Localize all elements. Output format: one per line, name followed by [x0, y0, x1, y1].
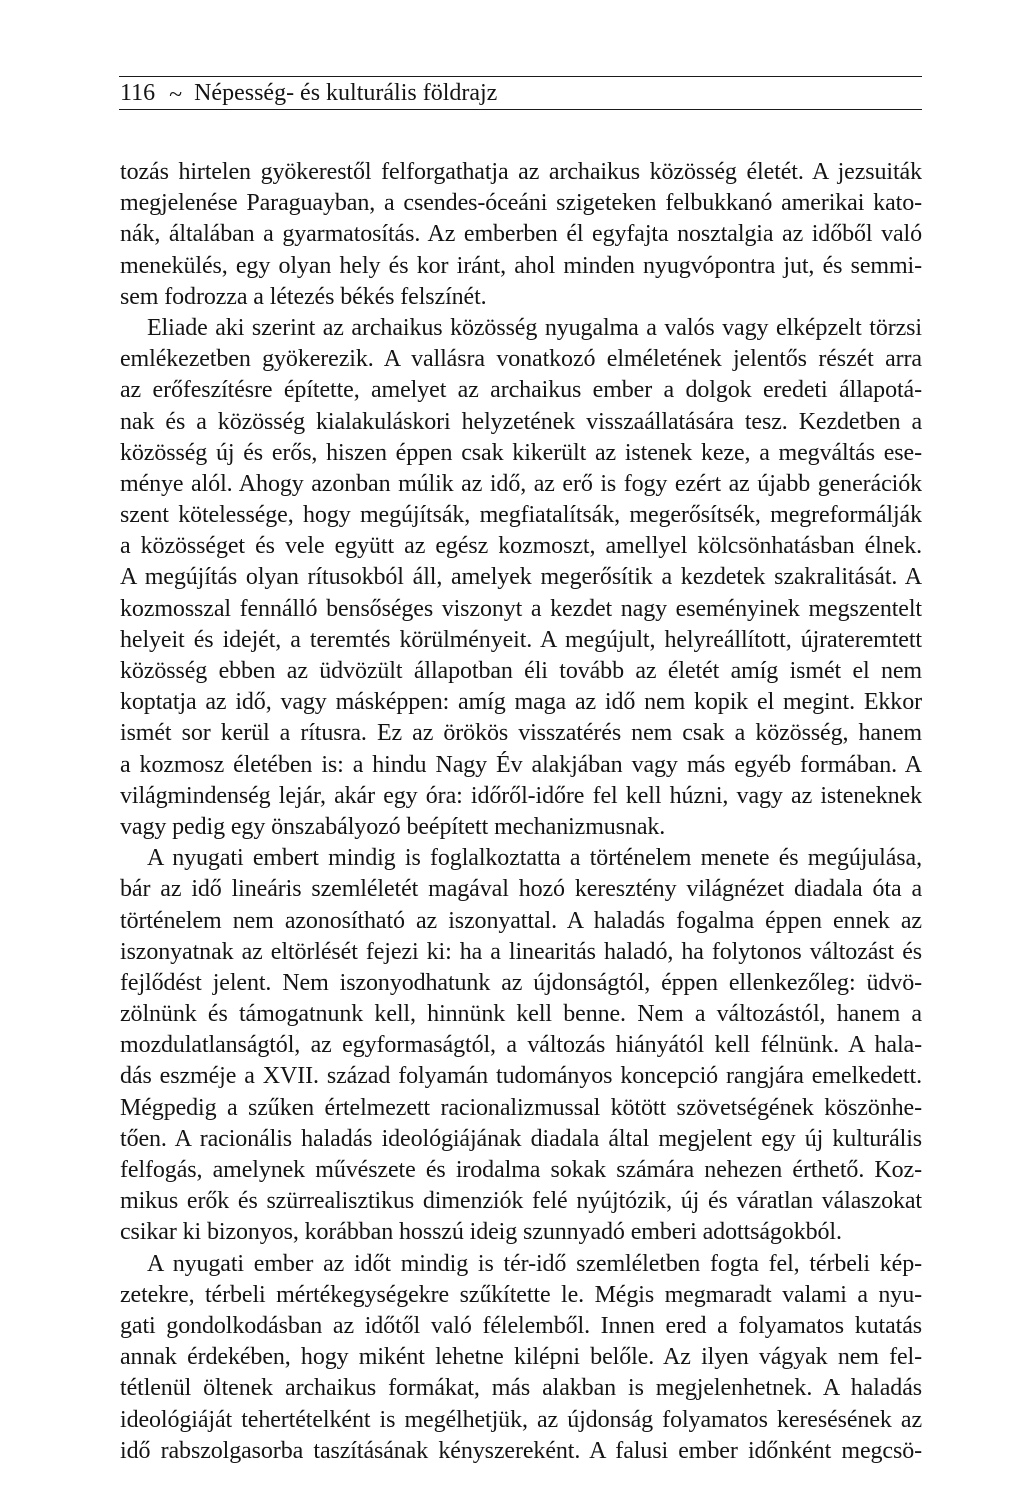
text-line: tétlenül öltenek archaikus formákat, más alakban is megjelenhetnek. A haladás	[120, 1375, 922, 1402]
text-line: mikus erők és szürrealisztikus dimenziók felé nyújtózik, új és váratlan válaszokat	[120, 1188, 922, 1215]
text-line: történelem nem azonosítható az iszonyattal. A haladás fogalma éppen ennek az	[120, 907, 922, 934]
text-line: menekülés, egy olyan hely és kor iránt, ahol minden nyugvópontra jut, és semmi-	[120, 252, 922, 279]
text-line: A nyugati ember az időt mindig is tér-idő szemléletben fogta fel, térbeli kép-	[147, 1250, 922, 1277]
text-line: iszonyatnak az eltörlését fejezi ki: ha a linearitás haladó, ha folytonos változást és	[120, 938, 922, 965]
text-line: vagy pedig egy önszabályozó beépített mechanizmusnak.	[120, 813, 666, 840]
text-line: ménye alól. Ahogy azonban múlik az idő, az erő is fogy ezért az újabb generációk	[120, 470, 922, 497]
text-line: sem fodrozza a létezés békés felszínét.	[120, 283, 487, 310]
text-line: koptatja az idő, vagy másképpen: amíg maga az idő nem kopik el megint. Ekkor	[120, 689, 922, 716]
text-line: ismét sor kerül a rítusra. Ez az örökös visszatérés nem csak a közösség, hanem	[120, 720, 922, 747]
text-line: kozmosszal fennálló bensőséges viszonyt a kezdet nagy eseményinek megszentelt	[120, 595, 922, 622]
text-line: mozdulatlanságtól, az egyformaságtól, a változás hiányától kell félnünk. A hala-	[120, 1032, 922, 1059]
running-title: Népesség- és kulturális földrajz	[194, 80, 498, 106]
text-line: zölnünk és támogatnunk kell, hinnünk kell benne. Nem a változástól, hanem a	[120, 1001, 922, 1028]
text-line: felfogás, amelynek művészete és irodalma sokak számára nehezen érthető. Koz-	[120, 1157, 922, 1183]
text-line: fejlődést jelent. Nem iszonyodhatunk az újdonságtól, éppen ellenkezőleg: üdvö-	[120, 969, 922, 996]
text-line: gati gondolkodásban az időtől való félelemből. Innen ered a folyamatos kutatás	[120, 1312, 922, 1339]
text-line: emlékezetben gyökerezik. A vallásra vonatkozó elméletének jelentős részét arra	[120, 346, 922, 373]
header-separator: ~	[169, 82, 183, 108]
text-line: a kozmosz életében is: a hindu Nagy Év alakjában vagy más egyéb formában. A	[120, 751, 922, 778]
text-line: ideológiáját tehertételként is megélhetjük, az újdonság folyamatos keresésének az	[120, 1406, 922, 1433]
text-line: világmindenség lejár, akár egy óra: időről-időre fel kell húzni, vagy az isteneknek	[120, 782, 922, 809]
text-line: a közösséget és vele együtt az egész kozmoszt, amellyel kölcsönhatásban élnek.	[120, 533, 922, 560]
paragraph	[120, 843, 922, 1248]
text-line: szent kötelessége, hogy megújítsák, megfiatalítsák, megerősítsék, megreformálják	[120, 502, 922, 529]
text-line: Mégpedig a szűken értelmezett racionalizmussal kötött szövetségének köszönhe-	[120, 1094, 922, 1121]
text-line: az erőfeszítésre építette, amelyet az archaikus ember a dolgok eredeti állapotá-	[120, 377, 922, 404]
text-line: zetekre, térbeli mértékegységekre szűkítette le. Mégis megmaradt valami a nyu-	[120, 1281, 922, 1308]
text-line: tően. A racionális haladás ideológiájának diadala által megjelent egy új kulturális	[120, 1125, 922, 1152]
paragraph	[120, 313, 922, 843]
body-text	[120, 157, 922, 1467]
text-line: megjelenése Paraguayban, a csendes-óceáni szigeteken felbukkanó amerikai kato-	[120, 190, 922, 217]
text-line: bár az idő lineáris szemléletét magával hozó keresztény világnézet diadala óta a	[120, 876, 922, 903]
text-line: közösség ebben az üdvözült állapotban éli tovább az életét amíg ismét el nem	[120, 658, 922, 684]
text-line: Eliade aki szerint az archaikus közösség nyugalma a valós vagy elképzelt törzsi	[147, 314, 922, 341]
page-header	[119, 76, 922, 110]
paragraph	[120, 157, 922, 313]
page-number: 116	[120, 80, 156, 106]
text-line: helyeit és idejét, a teremtés körülményeit. A megújult, helyreállított, újrateremtett	[120, 626, 922, 653]
text-line: nák, általában a gyarmatosítás. Az emberben él egyfajta nosztalgia az időből való	[120, 221, 922, 248]
text-line: közösség új és erős, hiszen éppen csak kikerült az istenek keze, a megváltás ese-	[120, 439, 922, 466]
text-line: annak érdekében, hogy miként lehetne kilépni belőle. Az ilyen vágyak nem fel-	[120, 1344, 922, 1371]
text-line: csikar ki bizonyos, korábban hosszú ideig szunnyadó emberi adottságokból.	[120, 1219, 842, 1246]
text-line: A nyugati embert mindig is foglalkoztatta a történelem menete és megújulása,	[147, 845, 922, 872]
paragraph	[120, 1249, 922, 1467]
text-line: dás eszméje a XVII. század folyamán tudományos koncepció rangjára emelkedett.	[120, 1063, 922, 1090]
text-line: tozás hirtelen gyökerestől felforgathatja az archaikus közösség életét. A jezsuiták	[120, 159, 922, 185]
text-line: idő rabszolgasorba taszításának kényszereként. A falusi ember időnként megcsö-	[120, 1437, 922, 1464]
text-line: nak és a közösség kialakuláskori helyzetének visszaállatására tesz. Kezdetben a	[120, 408, 922, 435]
text-line: A megújítás olyan rítusokból áll, amelyek megerősítik a kezdetek szakralitását. A	[120, 564, 922, 591]
